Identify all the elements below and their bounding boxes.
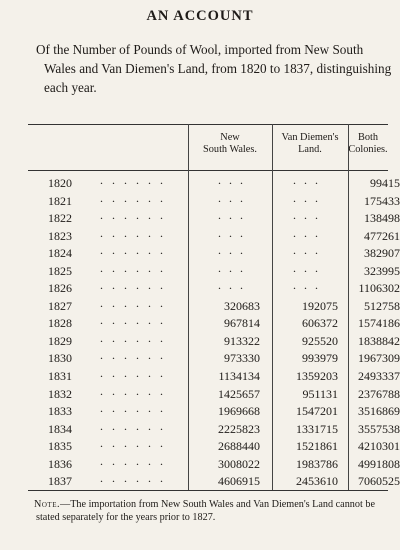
year-cell: 1822 (48, 211, 72, 226)
both-cell: 4210301 (358, 439, 400, 454)
nsw-cell: 973330 (224, 351, 260, 366)
nsw-cell: 2225823 (218, 421, 260, 436)
leader-dots: ...... (100, 453, 172, 468)
vdl-cell: 925520 (302, 333, 338, 348)
leader-dots: ...... (100, 366, 172, 381)
leader-dots: ...... (100, 173, 172, 187)
table-row (28, 243, 400, 263)
leader-dots: ...... (100, 330, 172, 345)
table-row (28, 418, 400, 439)
vdl-cell: 606372 (302, 316, 338, 331)
year-cell: 1828 (48, 316, 72, 331)
vdl-cell: 1983786 (296, 456, 338, 471)
year-cell: 1831 (48, 369, 72, 384)
leader-dots: ...... (100, 243, 172, 258)
both-cell: 3557538 (358, 421, 400, 436)
vdl-empty-dots: ... (293, 190, 326, 205)
year-cell: 1821 (48, 193, 72, 208)
nsw-empty-dots: ... (218, 173, 251, 187)
year-cell: 1836 (48, 456, 72, 471)
vdl-empty-dots: ... (293, 225, 326, 240)
vdl-cell: 1521861 (296, 439, 338, 454)
vdl-empty-dots: ... (293, 208, 326, 223)
page-subtitle: Of the Number of Pounds of Wool, imported from New South Wales and Van Diemen's Land, from 1820 to 1837, distinguishing each year. (36, 42, 392, 95)
both-cell: 2376788 (358, 386, 400, 401)
year-cell: 1837 (48, 474, 72, 489)
vdl-empty-dots: ... (293, 260, 326, 275)
table-row (28, 260, 400, 281)
nsw-empty-dots: ... (218, 243, 251, 258)
year-cell: 1832 (48, 386, 72, 401)
leader-dots: ...... (100, 278, 172, 293)
table-row (28, 330, 400, 351)
nsw-empty-dots: ... (218, 225, 251, 240)
column-header-vdl: Van Diemen's Land. (281, 132, 339, 155)
footnote-lead: Note. (34, 499, 61, 510)
footnote (36, 498, 382, 524)
vdl-empty-dots: ... (293, 243, 326, 258)
both-cell: 382907 (364, 246, 400, 261)
year-cell: 1820 (48, 176, 72, 190)
nsw-cell: 1134134 (218, 369, 260, 384)
table-row (28, 173, 400, 193)
nsw-cell: 967814 (224, 316, 260, 331)
leader-dots: ...... (100, 260, 172, 275)
both-cell: 99415 (370, 176, 400, 190)
leader-dots: ...... (100, 225, 172, 240)
nsw-cell: 4606915 (218, 474, 260, 489)
vdl-cell: 1359203 (296, 369, 338, 384)
leader-dots: ...... (100, 208, 172, 223)
both-cell: 323995 (364, 263, 400, 278)
nsw-cell: 913322 (224, 333, 260, 348)
table-row (28, 348, 400, 368)
leader-dots: ...... (100, 190, 172, 205)
year-cell: 1824 (48, 246, 72, 261)
column-header-nsw: New South Wales. (203, 132, 257, 155)
leader-dots: ...... (100, 348, 172, 363)
table-row (28, 401, 400, 421)
nsw-cell: 2688440 (218, 439, 260, 454)
nsw-cell: 1425657 (218, 386, 260, 401)
year-cell: 1823 (48, 228, 72, 243)
table-body (28, 173, 400, 491)
table-row (28, 190, 400, 211)
year-cell: 1829 (48, 333, 72, 348)
nsw-cell: 3008022 (218, 456, 260, 471)
vdl-cell: 993979 (302, 351, 338, 366)
year-cell: 1834 (48, 421, 72, 436)
table-row (28, 313, 400, 333)
table-row (28, 383, 400, 404)
both-cell: 477261 (364, 228, 400, 243)
year-cell: 1825 (48, 263, 72, 278)
year-cell: 1833 (48, 404, 72, 419)
vdl-cell: 192075 (302, 298, 338, 313)
nsw-empty-dots: ... (218, 260, 251, 275)
both-cell: 1967309 (358, 351, 400, 366)
leader-dots: ...... (100, 313, 172, 328)
both-cell: 4991808 (358, 456, 400, 471)
both-cell: 1106302 (358, 281, 400, 296)
vdl-cell: 2453610 (296, 474, 338, 489)
both-cell: 2493337 (358, 369, 400, 384)
both-cell: 512758 (364, 298, 400, 313)
both-cell: 175433 (364, 193, 400, 208)
leader-dots: ...... (100, 401, 172, 416)
table-row (28, 208, 400, 228)
table-row (28, 436, 400, 456)
table-row (28, 366, 400, 386)
year-cell: 1827 (48, 298, 72, 313)
vdl-empty-dots: ... (293, 173, 326, 187)
page-title: AN ACCOUNT (146, 8, 254, 24)
nsw-cell: 1969668 (218, 404, 260, 419)
table-row (28, 295, 400, 316)
both-cell: 1838842 (358, 333, 400, 348)
nsw-empty-dots: ... (218, 278, 251, 293)
table-row (28, 453, 400, 474)
year-cell: 1826 (48, 281, 72, 296)
leader-dots: ...... (100, 295, 172, 310)
both-cell: 138498 (364, 211, 400, 226)
leader-dots: ...... (100, 418, 172, 433)
table-top-rule (28, 124, 388, 125)
leader-dots: ...... (100, 383, 172, 398)
nsw-cell: 320683 (224, 298, 260, 313)
both-cell: 3516869 (358, 404, 400, 419)
vdl-cell: 1547201 (296, 404, 338, 419)
vdl-cell: 1331715 (296, 421, 338, 436)
both-cell: 1574186 (358, 316, 400, 331)
leader-dots: ...... (100, 436, 172, 451)
nsw-empty-dots: ... (218, 190, 251, 205)
vdl-cell: 951131 (302, 386, 338, 401)
year-cell: 1835 (48, 439, 72, 454)
table-row (28, 278, 400, 298)
both-cell: 7060525 (358, 474, 400, 489)
nsw-empty-dots: ... (218, 208, 251, 223)
year-cell: 1830 (48, 351, 72, 366)
table-row (28, 471, 400, 491)
table-row (28, 225, 400, 246)
footnote-text: —The importation from New South Wales and Van Diemen's Land cannot be stated separately for the years prior to 1827. (36, 499, 375, 523)
table-header-rule (28, 170, 388, 171)
column-header-both: Both Colonies. (348, 132, 388, 155)
vdl-empty-dots: ... (293, 278, 326, 293)
leader-dots: ...... (100, 471, 172, 486)
